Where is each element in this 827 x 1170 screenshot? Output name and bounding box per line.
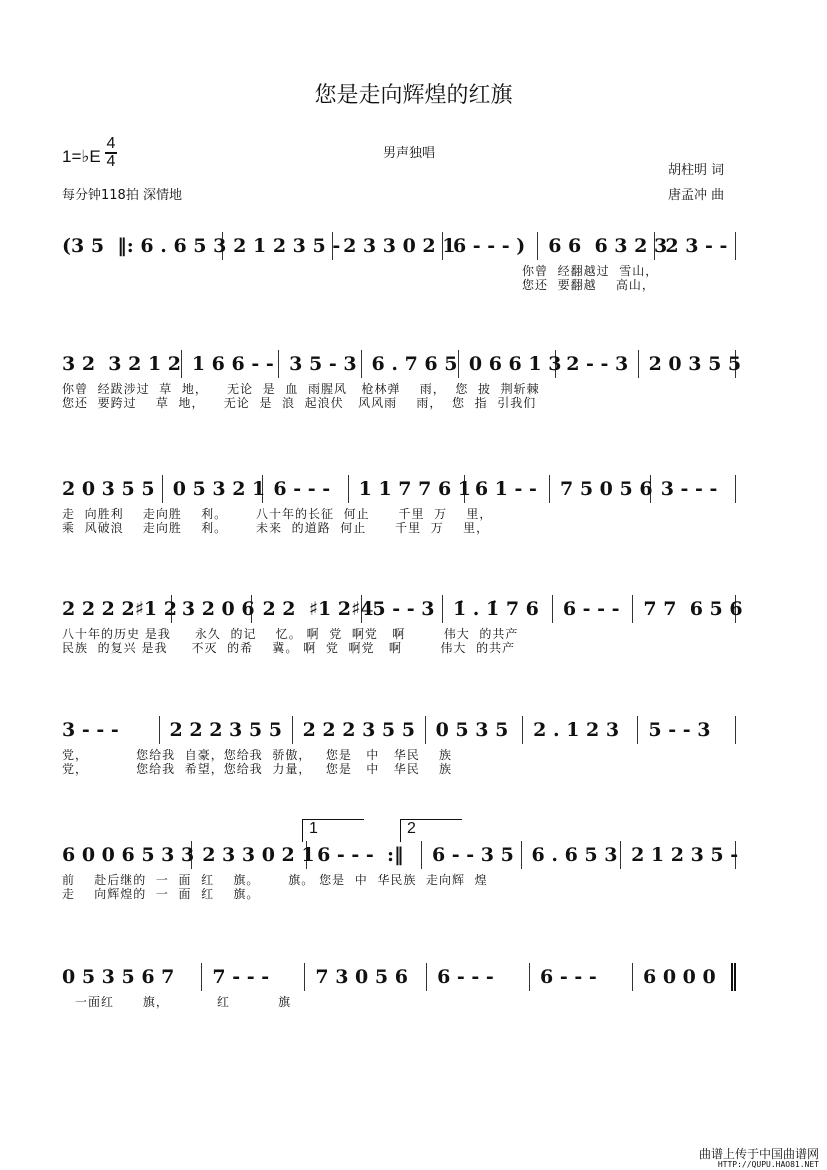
score-system [62, 475, 736, 503]
measure: 6 0 0 0 [633, 963, 736, 991]
time-signature-top: 4 [106, 135, 116, 152]
measure: 0 6 6 1 3 [459, 350, 556, 378]
measure: 2 3 - - [655, 232, 736, 260]
measure: 2 0 3 5 5 [62, 475, 163, 503]
measure: 2 1 2 3 5 - [621, 841, 736, 869]
lyric-line-2: 您还 要跨过 草 地， 无论 是 浪 起浪伏 风风雨 雨， 您 指 引我们 [62, 396, 537, 410]
measure: 3 - - - [62, 716, 160, 744]
lyric-line-2: 民族 的复兴 是我 不灭 的希 冀。 啊 党 啊党 啊 伟大 的共产 [62, 641, 516, 655]
measure: 2 3 3 0 2 1 [333, 232, 443, 260]
measure: 5 - - 3 [638, 716, 736, 744]
measure: 3 5 - 3 [279, 350, 361, 378]
score-system [62, 232, 736, 260]
lyric-line-2: 乘 风破浪 走向胜 利。 未来 的道路 何止 千里 万 里， [62, 521, 490, 535]
measure: 1 6 6 - - [182, 350, 279, 378]
measure: 7 7 6 5 6 [633, 595, 736, 623]
measure: 3 2 3 2 1 2 [62, 350, 182, 378]
measure: 0 5 3 2 1 [163, 475, 264, 503]
score-system [62, 350, 742, 378]
measure: 2 3 3 0 2 1 [192, 841, 307, 869]
lyric-line-2: 党， 您给我 希望，您给我 力量， 您是 中 华民 族 [62, 762, 452, 776]
measure: 2 0 3 5 5 [639, 350, 736, 378]
measure: (3 5 ‖: 6 . 6 5 3 [62, 232, 223, 260]
lyric-line-1: 你曾 经跋涉过 草 地， 无论 是 血 雨腥风 枪林弹 雨， 您 披 荆斩棘 [62, 382, 540, 396]
measure: 6 - - - [530, 963, 633, 991]
voice-type: 男声独唱 [383, 146, 436, 161]
composer-credit: 唐孟冲 曲 [668, 188, 725, 203]
measure: 7 - - - [202, 963, 305, 991]
lyric-line-2: 走 向辉煌的 一 面 红 旗。 [62, 887, 260, 901]
volta-bracket-1: 1 [302, 819, 364, 842]
measure: 6 - - - [553, 595, 634, 623]
measure: 1 1 7 7 6 1 [349, 475, 465, 503]
measure: 6 - - 3 5 [422, 841, 522, 869]
lyric-line-1: 一面红 旗， 红 旗 [75, 995, 292, 1009]
lyric-line-1: 前 赴后继的 一 面 红 旗。 旗。 您是 中 华民族 走向辉 煌 [62, 873, 488, 887]
measure: 3 2 0 6 [172, 595, 253, 623]
score-system [62, 716, 736, 744]
measure: 2 2 2 3 5 5 [293, 716, 426, 744]
measure: 5 - - 3 [362, 595, 443, 623]
measure: 3 - - - [651, 475, 736, 503]
lyricist-credit: 胡柱明 词 [668, 163, 725, 178]
measure: 2 2 2 2♯1 2 [62, 595, 172, 623]
score-system [62, 963, 736, 991]
measure: 2 1 2 3 5 - [223, 232, 333, 260]
song-title: 您是走向辉煌的红旗 [314, 83, 513, 108]
lyric-line-1: 八十年的历史 是我 永久 的记 忆。 啊 党 啊党 啊 伟大 的共产 [62, 627, 519, 641]
time-signature-bottom: 4 [106, 153, 116, 170]
footer-url: HTTP://QUPU.HAO81.NET [717, 1160, 819, 1169]
measure: 6 - - - [427, 963, 530, 991]
measure: 6 - - - [263, 475, 348, 503]
measure: 7 5 0 5 6 [550, 475, 651, 503]
score-system [62, 841, 739, 869]
tempo-marking: 每分钟118拍 深情地 [62, 188, 182, 203]
measure: 0 5 3 5 6 7 [62, 963, 202, 991]
measure: 0 5 3 5 [426, 716, 524, 744]
measure: 2 . 1 2 3 [523, 716, 638, 744]
measure: 2 2 ♯1 2♯4 [252, 595, 362, 623]
measure: 1̇ . 1̇ 7 6 [443, 595, 553, 623]
measure: 6 6 6 3 2 3 [538, 232, 655, 260]
volta-bracket-2: 2 [400, 819, 462, 842]
measure: 6 1 - - [465, 475, 550, 503]
measure: 2 - - 3 [556, 350, 638, 378]
measure: 6 . 7 6 5 [362, 350, 459, 378]
measure: 7 3 0 5 6 [305, 963, 427, 991]
measure: 6 0 0 6 5 3 3 [62, 841, 192, 869]
lyric-line-1: 走 向胜利 走向胜 利。 八十年的长征 何止 千里 万 里， [62, 507, 493, 521]
measure: 6 - - - ) [443, 232, 538, 260]
footer-site: 曲谱上传于中国曲谱网 [698, 1147, 819, 1161]
time-signature [105, 136, 117, 170]
lyric-line-1: 党， 您给我 自豪，您给我 骄傲， 您是 中 华民 族 [62, 748, 452, 762]
measure: 2 2 2 3 5 5 [160, 716, 293, 744]
lyric-line-2: 您还 要翻越 高山， [522, 278, 655, 292]
score-system [62, 595, 743, 623]
measure: 6 . 6 5 3 [522, 841, 622, 869]
measure: 6 - - - :‖ [307, 841, 422, 869]
lyric-line-1: 你曾 经翻越过 雪山， [522, 264, 659, 278]
key-signature: 1=♭E [62, 147, 101, 166]
